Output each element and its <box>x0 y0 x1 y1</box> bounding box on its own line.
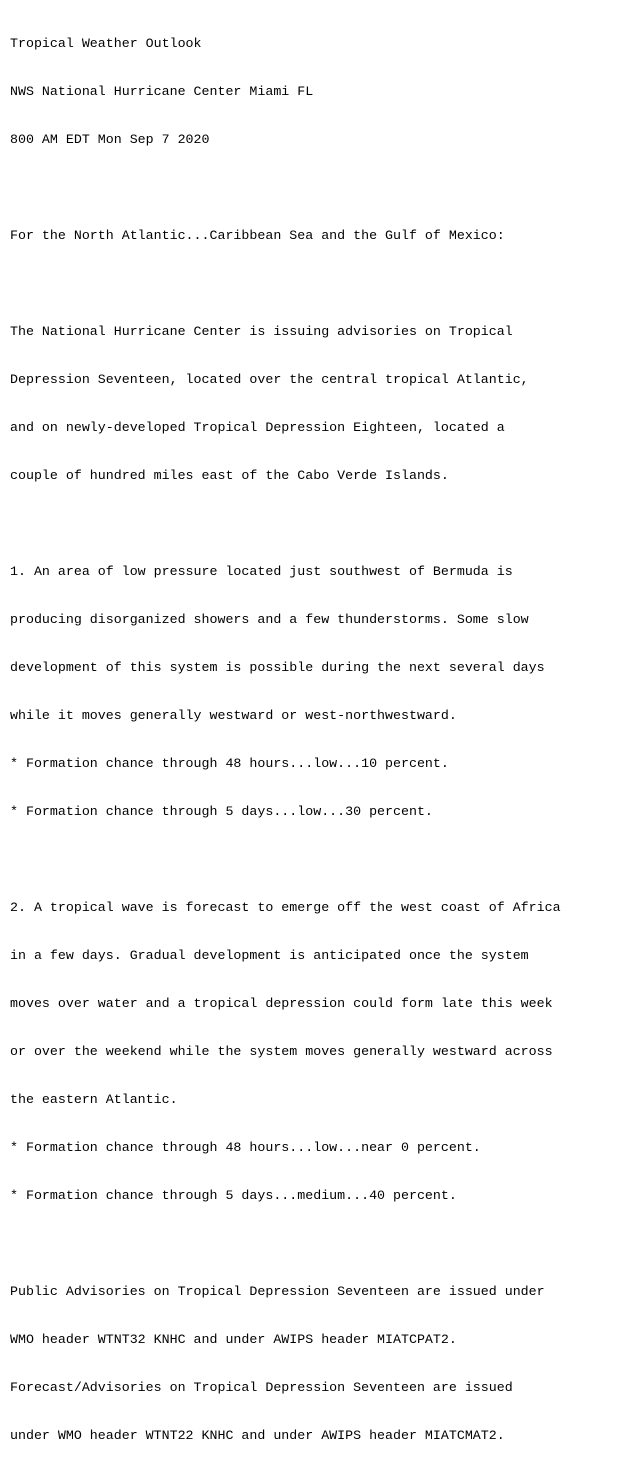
item1-line: producing disorganized showers and a few thunderstorms. Some slow <box>10 612 529 627</box>
item2-line: moves over water and a tropical depression could form late this week <box>10 996 553 1011</box>
item2-line: in a few days. Gradual development is anticipated once the system <box>10 948 529 963</box>
issue-time: 800 AM EDT Mon Sep 7 2020 <box>10 132 210 147</box>
issuing-office: NWS National Hurricane Center Miami FL <box>10 84 314 99</box>
advisory-line: under WMO header WTNT22 KNHC and under AWIPS header MIATCMAT2. <box>10 1428 505 1443</box>
advisory-line: Forecast/Advisories on Tropical Depression Seventeen are issued <box>10 1380 513 1395</box>
blank-line <box>10 516 622 532</box>
item1-line: 1. An area of low pressure located just southwest of Bermuda is <box>10 564 513 579</box>
intro-line: Depression Seventeen, located over the central tropical Atlantic, <box>10 372 529 387</box>
advisory-line: WMO header WTNT32 KNHC and under AWIPS header MIATCPAT2. <box>10 1332 457 1347</box>
item1-line: development of this system is possible during the next several days <box>10 660 545 675</box>
item2-chance-5d: * Formation chance through 5 days...medium...40 percent. <box>10 1188 457 1203</box>
intro-line: and on newly-developed Tropical Depression Eighteen, located a <box>10 420 505 435</box>
intro-line: couple of hundred miles east of the Cabo Verde Islands. <box>10 468 449 483</box>
item1-chance-48h: * Formation chance through 48 hours...low...10 percent. <box>10 756 449 771</box>
intro-line: The National Hurricane Center is issuing advisories on Tropical <box>10 324 513 339</box>
blank-line <box>10 180 622 196</box>
region-heading: For the North Atlantic...Caribbean Sea and the Gulf of Mexico: <box>10 228 505 243</box>
item1-chance-5d: * Formation chance through 5 days...low...30 percent. <box>10 804 433 819</box>
item2-chance-48h: * Formation chance through 48 hours...low...near 0 percent. <box>10 1140 481 1155</box>
blank-line <box>10 1236 622 1252</box>
item2-line: 2. A tropical wave is forecast to emerge off the west coast of Africa <box>10 900 561 915</box>
outlook-title: Tropical Weather Outlook <box>10 36 202 51</box>
advisory-line: Public Advisories on Tropical Depression Seventeen are issued under <box>10 1284 545 1299</box>
item2-line: the eastern Atlantic. <box>10 1092 178 1107</box>
blank-line <box>10 276 622 292</box>
item1-line: while it moves generally westward or west-northwestward. <box>10 708 457 723</box>
item2-line: or over the weekend while the system moves generally westward across <box>10 1044 553 1059</box>
blank-line <box>10 852 622 868</box>
